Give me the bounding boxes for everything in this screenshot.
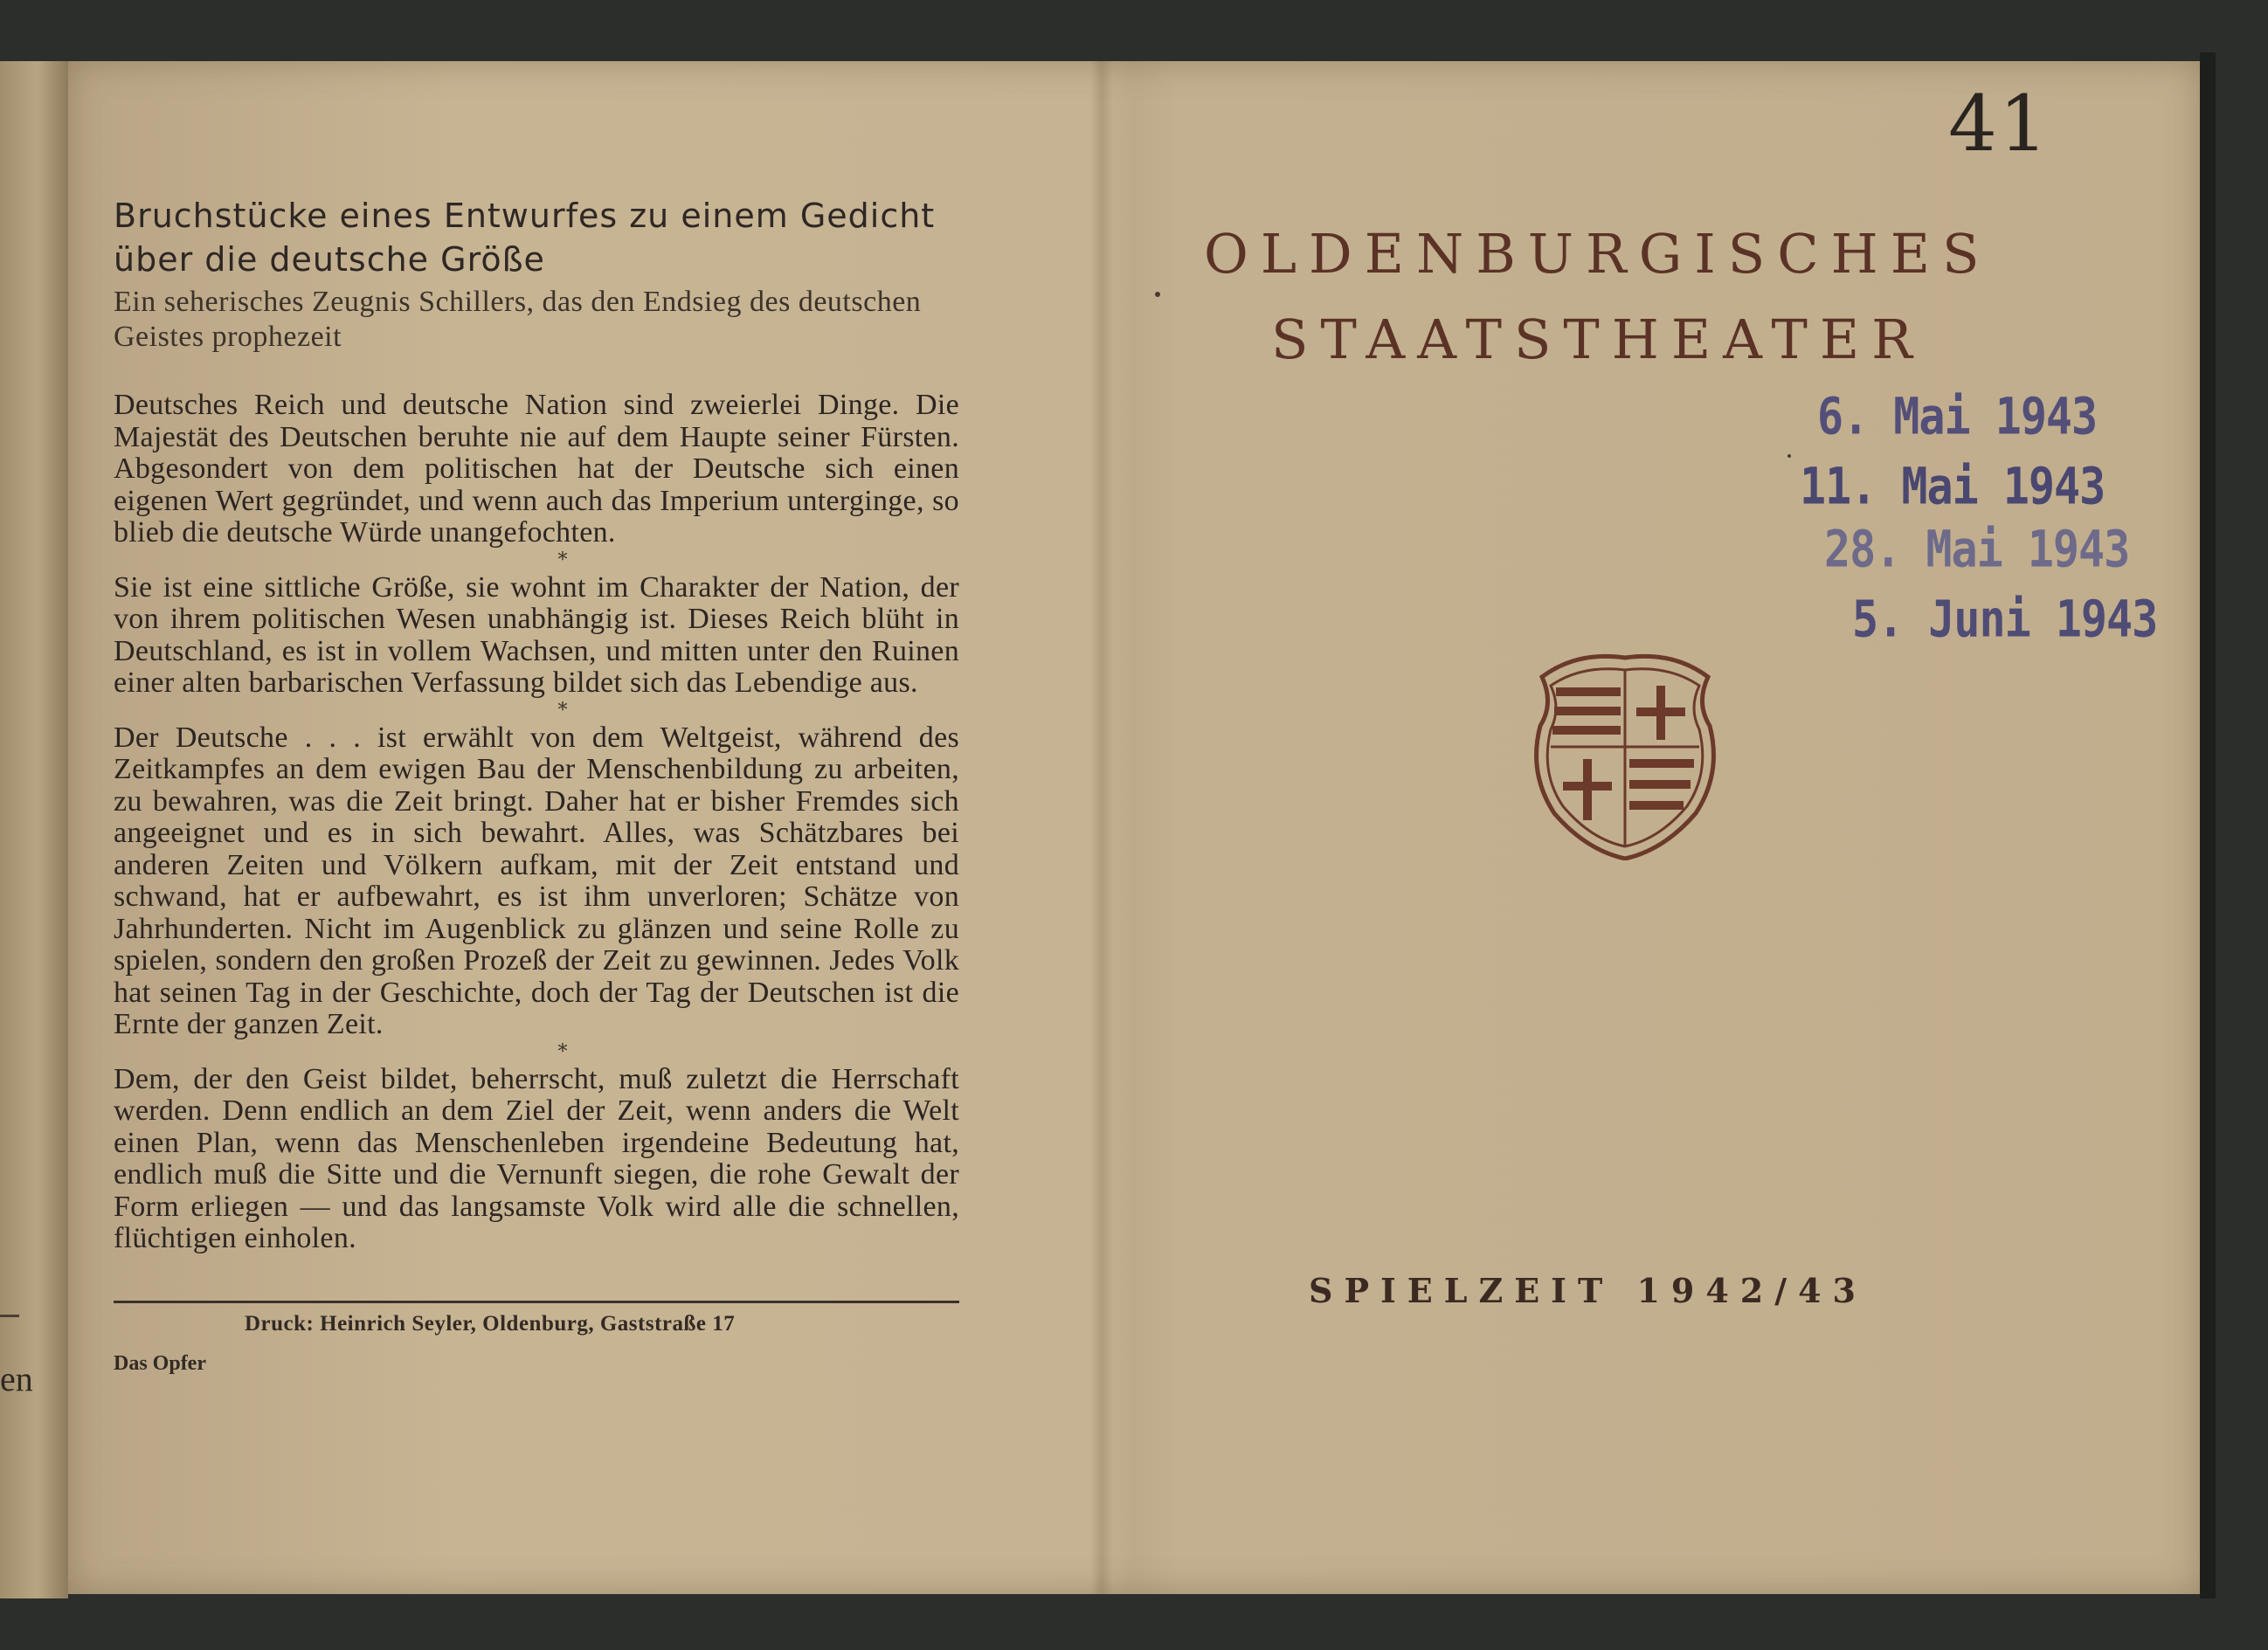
previous-page-fragment: en bbox=[0, 1359, 33, 1398]
ink-speck bbox=[1787, 454, 1791, 458]
date-stamp: 11. Mai 1943 bbox=[1800, 457, 2106, 516]
paragraph-3: Der Deutsche . . . ist erwählt von dem Weltgeist, während des Zeitkampfes an dem ewigen Bau der Menschenbildung zu arbeiten, zu bewahren, was die Zeit bringt. Daher hat er bisher Fremdes sich angeeignet und es in sich bewahrt. Alles, was Schätzbares bei anderen Zeiten und Völkern aufkam, mit der Zeit entstand und schwand, hat er aufbewahrt, es ist ihm unverloren; Schätze von Jahrhunderten. Nicht im Augenblick zu glänzen und seine Rolle zu spielen, sondern den großen Prozeß der Zeit zu gewinnen. Jedes Volk hat seinen Tag in der Geschichte, doch der Tag der Deutschen ist die Ernte der ganzen Zeit. bbox=[114, 721, 959, 1040]
separator-star: * bbox=[557, 1040, 568, 1063]
paragraph-4: Dem, der den Geist bildet, beherrscht, muß zuletzt die Herrschaft werden. Denn endlich an dem Ziel der Zeit, wenn anders die Welt einen Plan, wenn das Menschenleben irgendeine Bedeutung hat, endlich muß die Sitte und die Vernunft siegen, die rohe Gewalt der Form erliegen — und das langsamste Volk wird alle die schnellen, flüchtigen einholen. bbox=[114, 1062, 959, 1254]
poem-title-line-1: Bruchstücke eines Entwurfes zu einem Gedicht bbox=[114, 197, 936, 235]
poem-title bbox=[114, 194, 959, 281]
ink-speck bbox=[1155, 292, 1160, 297]
date-stamp: 6. Mai 1943 bbox=[1817, 387, 2098, 446]
date-stamp: 5. Juni 1943 bbox=[1852, 590, 2158, 649]
coat-of-arms-icon bbox=[1525, 642, 1725, 860]
printer-credit: Druck: Heinrich Seyler, Oldenburg, Gaststraße 17 bbox=[245, 1311, 736, 1336]
previous-page-dash bbox=[0, 1315, 19, 1317]
separator-star: * bbox=[557, 549, 568, 571]
theater-title-line-2: STAATSTHEATER bbox=[1271, 307, 1925, 371]
series-title: Das Opfer bbox=[114, 1351, 206, 1375]
page-edge-shadow bbox=[2200, 52, 2216, 1598]
center-fold bbox=[1090, 61, 1113, 1594]
poem-title-line-2: über die deutsche Größe bbox=[114, 240, 545, 279]
poem-subtitle: Ein seherisches Zeugnis Schillers, das den Endsieg des deutschen Geistes prophezeit bbox=[114, 286, 922, 353]
left-page bbox=[114, 194, 959, 1376]
separator-star: * bbox=[557, 699, 568, 721]
season-title: SPIELZEIT 1942/43 bbox=[1309, 1271, 1867, 1310]
paragraph-1: Deutsches Reich und deutsche Nation sind zweierlei Dinge. Die Majestät des Deutschen beruhte nie auf dem Haupte seiner Fürsten. Abgesondert von dem politischen hat der Deutsche sich einen eigenen Wert gegründet, und wenn auch das Imperium unterginge, so blieb die deutsche Würde unangefochten. bbox=[114, 389, 959, 549]
theater-title-line-1: OLDENBURGISCHES bbox=[1204, 222, 1992, 286]
footer-rule bbox=[114, 1301, 959, 1303]
date-stamp: 28. Mai 1943 bbox=[1824, 520, 2130, 579]
page-number: 41 bbox=[1948, 79, 2050, 169]
paragraph-2: Sie ist eine sittliche Größe, sie wohnt im Charakter der Nation, der von ihrem politischen Wesen unabhängig ist. Dieses Reich blüht in Deutschland, es ist in vollem Wachsen, und mitten unter den Ruinen einer alten barbarischen Verfassung bildet sich das Lebendige aus. bbox=[114, 570, 959, 699]
